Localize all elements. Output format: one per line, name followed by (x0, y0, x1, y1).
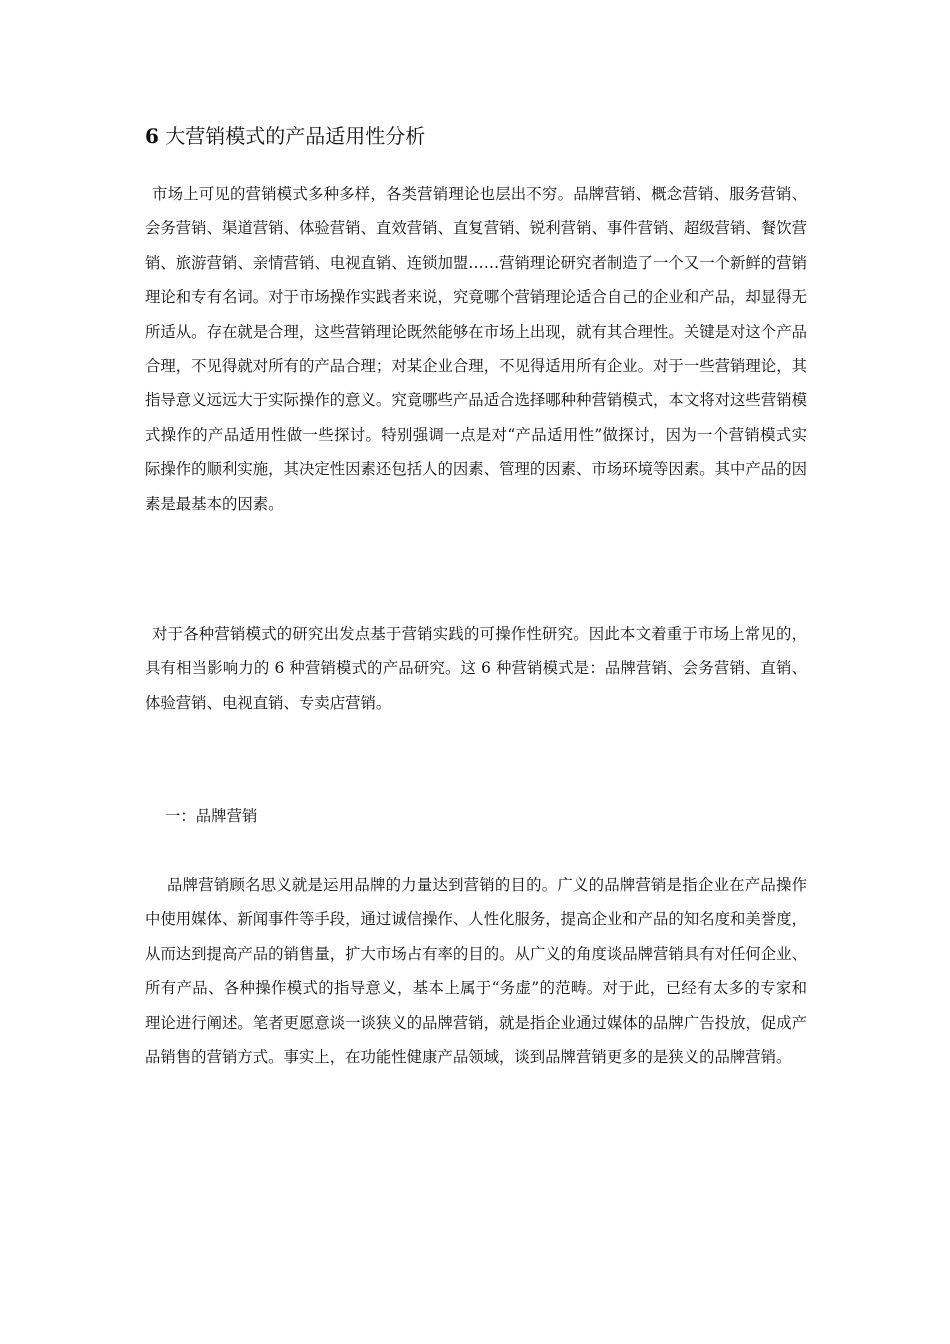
title-text: 大营销模式的产品适用性分析 (165, 124, 426, 148)
title-number: 6 (145, 124, 159, 148)
section-heading-brand-marketing: 一：品牌营销 (165, 807, 258, 825)
document-title (145, 120, 425, 152)
research-scope-paragraph: 对于各种营销模式的研究出发点基于营销实践的可操作性研究。因此本文着重于市场上常见的，具有相当影响力的 6 种营销模式的产品研究。这 6 种营销模式是：品牌营销、会务营销、直销、体验营销、电视直销、专卖店营销。 (145, 625, 807, 712)
brand-marketing-paragraph: 品牌营销顾名思义就是运用品牌的力量达到营销的目的。广义的品牌营销是指企业在产品操作中使用媒体、新闻事件等手段，通过诚信操作、人性化服务，提高企业和产品的知名度和美誉度，从而达到提高产品的销售量，扩大市场占有率的目的。从广义的角度谈品牌营销具有对任何企业、所有产品、各种操作模式的指导意义，基本上属于“务虚”的范畴。对于此，已经有太多的专家和理论进行阐述。笔者更愿意谈一谈狭义的品牌营销，就是指企业通过媒体的品牌广告投放，促成产品销售的营销方式。事实上，在功能性健康产品领域，谈到品牌营销更多的是狭义的品牌营销。 (145, 876, 807, 1067)
intro-paragraph: 市场上可见的营销模式多种多样，各类营销理论也层出不穷。品牌营销、概念营销、服务营销、会务营销、渠道营销、体验营销、直效营销、直复营销、锐利营销、事件营销、超级营销、餐饮营销、旅游营销、亲情营销、电视直销、连锁加盟……营销理论研究者制造了一个又一个新鲜的营销理论和专有名词。对于市场操作实践者来说，究竟哪个营销理论适合自己的企业和产品，却显得无所适从。存在就是合理，这些营销理论既然能够在市场上出现，就有其合理性。关键是对这个产品合理，不见得就对所有的产品合理；对某企业合理，不见得适用所有企业。对于一些营销理论，其指导意义远远大于实际操作的意义。究竟哪些产品适合选择哪种种营销模式，本文将对这些营销模式操作的产品适用性做一些探讨。特别强调一点是对“产品适用性”做探讨，因为一个营销模式实际操作的顺利实施，其决定性因素还包括人的因素、管理的因素、市场环境等因素。其中产品的因素是最基本的因素。 (145, 185, 807, 513)
